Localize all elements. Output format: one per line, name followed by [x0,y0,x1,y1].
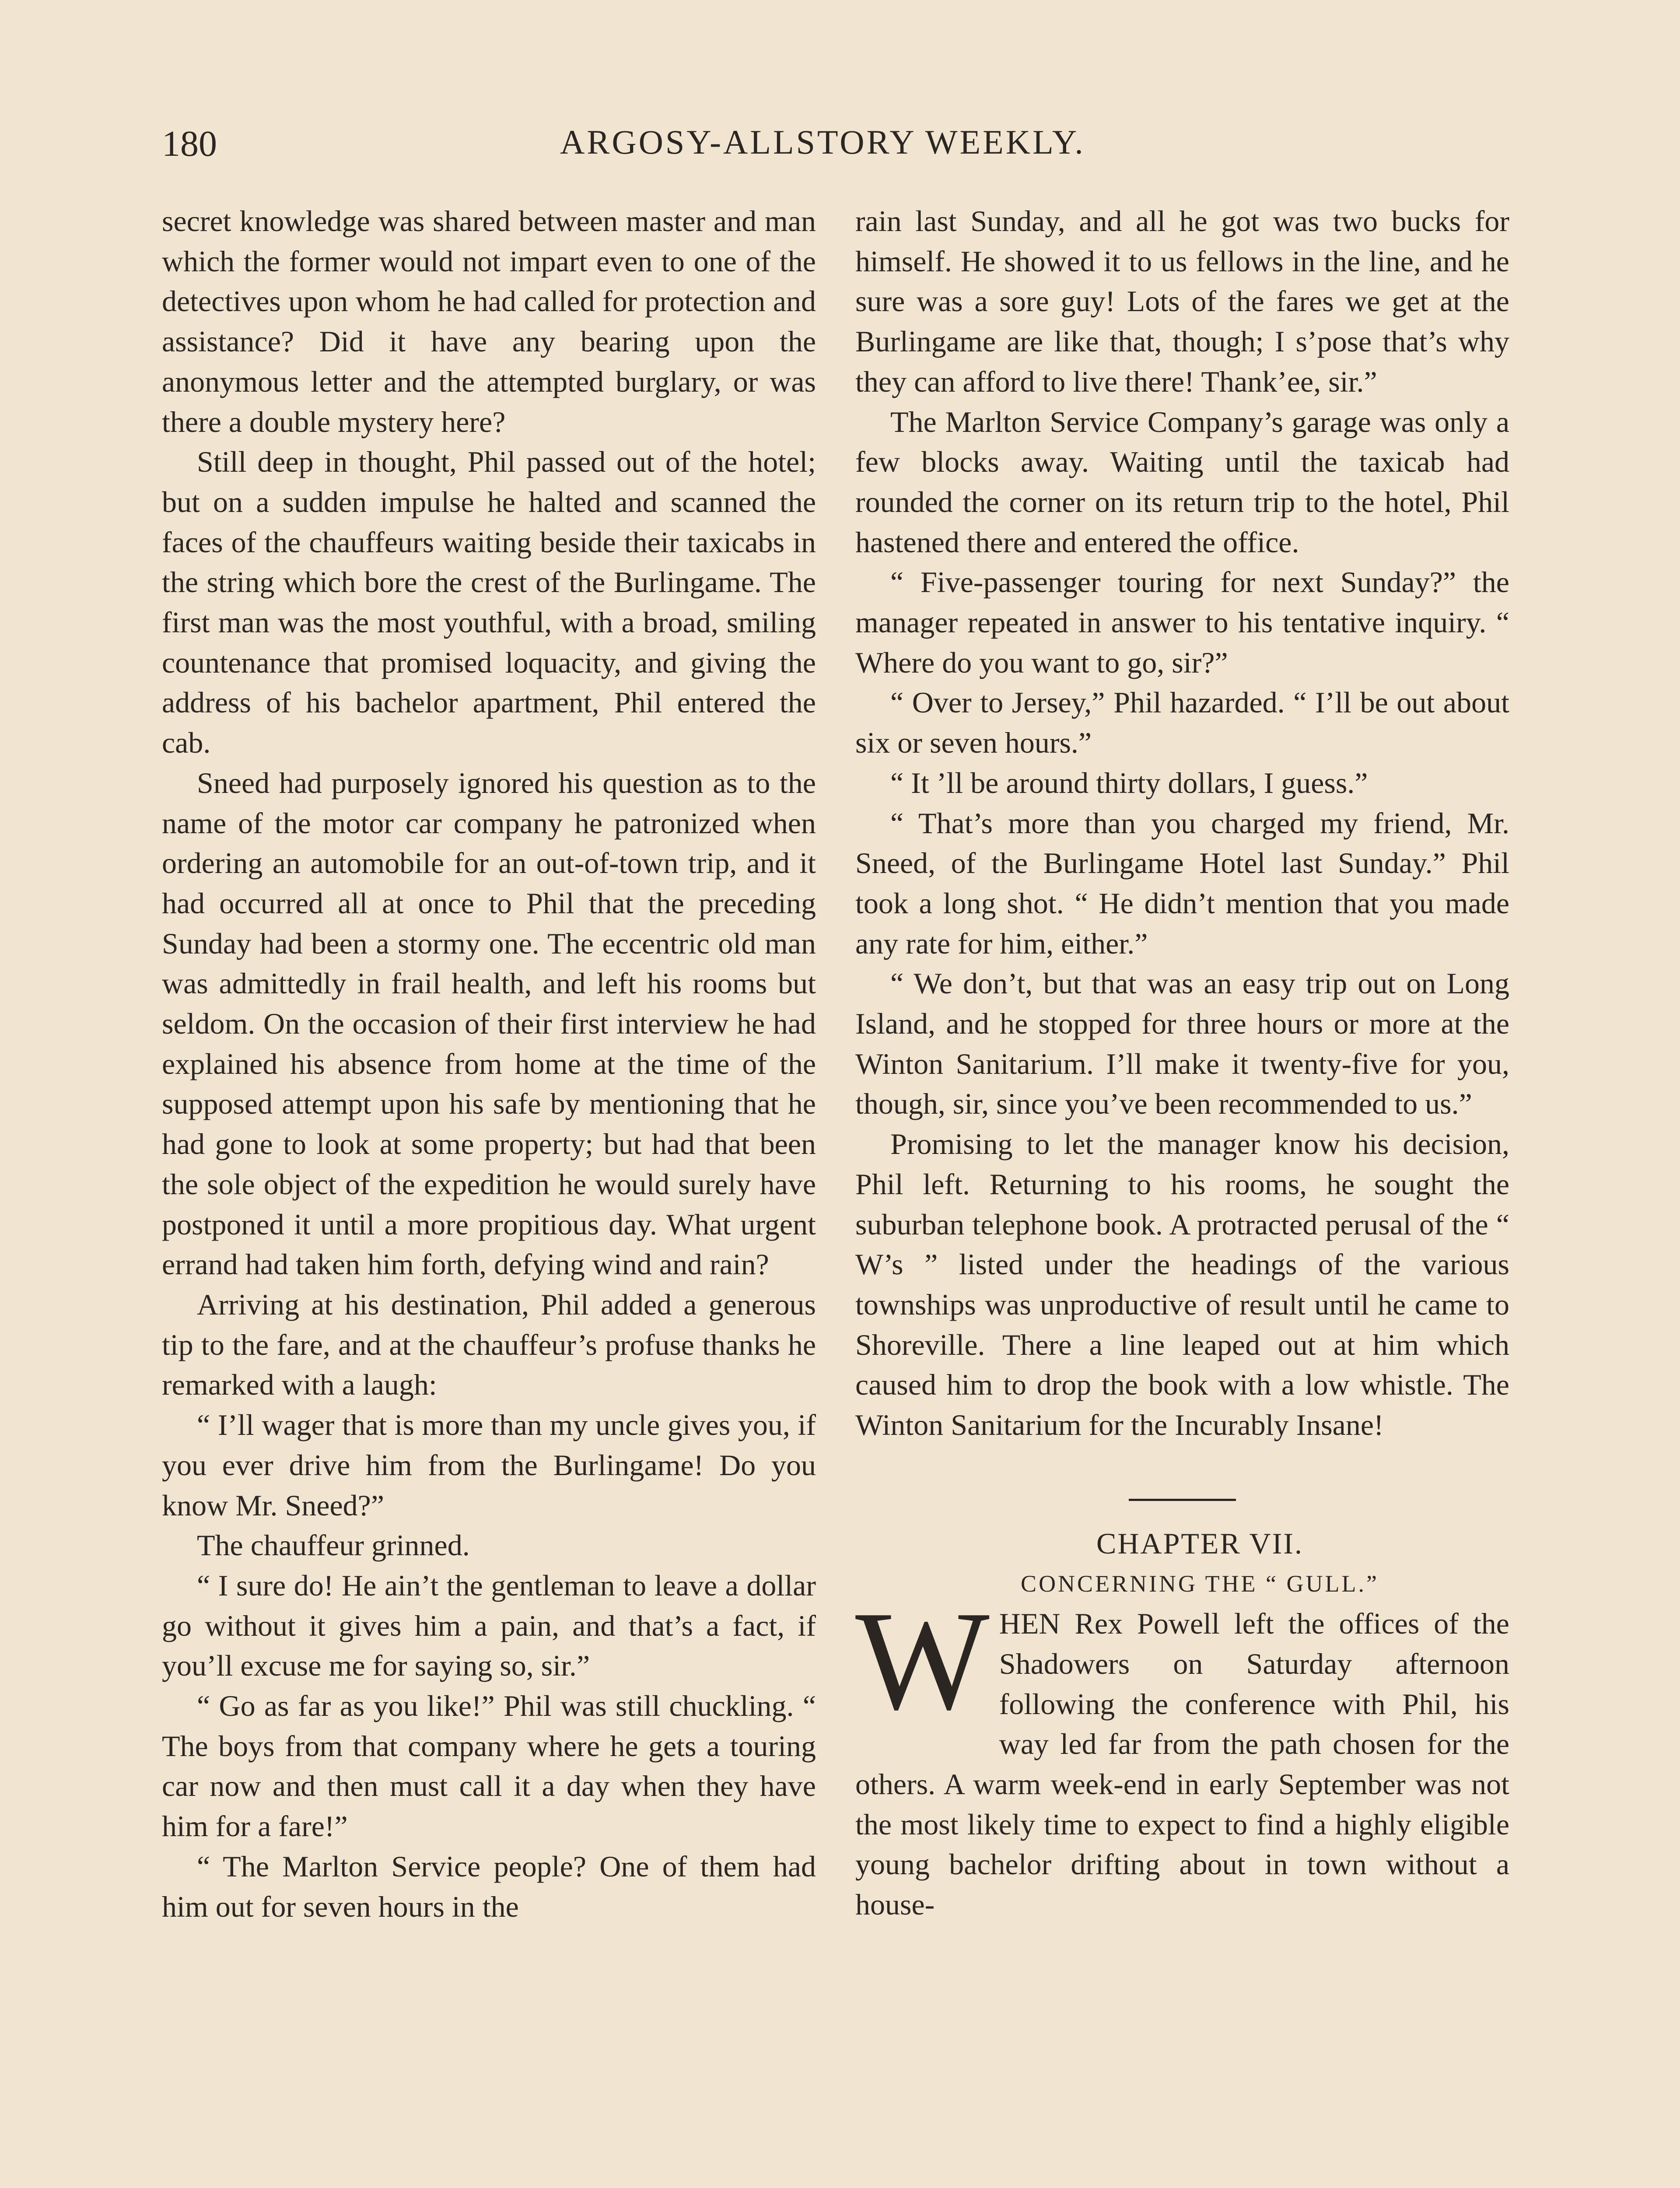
chapter-title: CHAPTER VII. [1096,1526,1303,1560]
paragraph: “ Five-passenger touring for next Sunday?” the manager repeated in answer to his tentative inquiry. “ Where do you want to go, sir?” [855,565,1509,679]
paragraph: “ The Marlton Service people? One of them had him out for seven hours in the [162,1849,816,1923]
left-column [162,201,816,1927]
paragraph: Sneed had purposely ignored his question as to the name of the motor car company he patronized when ordering an automobile for an out-of-town trip, and it had occurred all at once to Phil that the preceding Sunday had been a stormy one. The eccentric old man was admittedly in frail health, and left his rooms but seldom. On the occasion of their first interview he had explained his absence from home at the time of the supposed attempt upon his safe by mentioning that he had gone to look at some property; but had that been the sole object of the expedition he would surely have postponed it until a more propitious day. What urgent errand had taken him forth, defying wind and rain? [162,766,816,1281]
running-title: ARGOSY-ALLSTORY WEEKLY. [560,123,1085,161]
paragraph: Arriving at his destination, Phil added a generous tip to the fare, and at the chauffeur’s profuse thanks he remarked with a laugh: [162,1287,816,1402]
paragraph: “ That’s more than you charged my friend, Mr. Sneed, of the Burlingame Hotel last Sunday.” Phil took a long shot. “ He didn’t mention that you made any rate for him, either.” [855,806,1509,960]
paragraph: Promising to let the manager know his decision, Phil left. Returning to his rooms, he sought the suburban telephone book. A protracted perusal of the “ W’s ” listed under the headings of the various townships was unproductive of result until he came to Shoreville. There a line leaped out at him which caused him to drop the book with a low whistle. The Winton Sanitarium for the Incurably Insane! [855,1127,1509,1442]
section-divider [1129,1499,1236,1501]
paragraph: rain last Sunday, and all he got was two bucks for himself. He showed it to us fellows in the line, and he sure was a sore guy! Lots of the fares we get at the Burlingame are like that, though; I s’pose that’s why they can afford to live there! Thank’ee, sir.” [855,204,1509,398]
paragraph: “ It ’ll be around thirty dollars, I guess.” [890,766,1368,799]
drop-cap: W [855,1582,990,1740]
paragraph: secret knowledge was shared between master and man which the former would not impart even to one of the detectives upon whom he had called for protection and assistance? Did it have any bearing upon the anonymous letter and the attempted burglary, or was there a double mystery here? [162,204,816,438]
paragraph: “ Go as far as you like!” Phil was still chuckling. “ The boys from that company where he gets a touring car now and then must call it a day when they have him for a fare!” [162,1689,816,1843]
paragraph: The chauffeur grinned. [197,1529,470,1562]
chapter-opening-text: HEN Rex Powell left the offices of the Shadowers on Saturday afternoon following the conference with Phil, his way led far from the path chosen for the others. A warm week-end in early September was not the most likely time to expect to find a highly eligible young bachelor drifting about in town without a house- [855,1607,1509,1922]
paragraph: “ Over to Jersey,” Phil hazarded. “ I’ll be out about six or seven hours.” [855,686,1509,760]
chapter-subtitle: CONCERNING THE “ GULL.” [1021,1570,1379,1597]
paragraph: “ We don’t, but that was an easy trip out on Long Island, and he stopped for three hours or more at the Winton Sanitarium. I’ll make it twenty-five for you, though, sir, since you’ve been recommended to us.” [855,967,1509,1121]
page-number: 180 [162,123,217,164]
paragraph: The Marlton Service Company’s garage was only a few blocks away. Waiting until the taxicab had rounded the corner on its return trip to the hotel, Phil hastened there and entered the office. [855,405,1509,559]
paragraph: Still deep in thought, Phil passed out of the hotel; but on a sudden impulse he halted and scanned the faces of the chauffeurs waiting beside their taxicabs in the string which bore the crest of the Burlingame. The first man was the most youthful, with a broad, smiling countenance that promised loquacity, and giving the address of his bachelor apartment, Phil entered the cab. [162,445,816,760]
paragraph: “ I sure do! He ain’t the gentleman to leave a dollar go without it gives him a pain, and that’s a fact, if you’ll excuse me for saying so, sir.” [162,1568,816,1683]
right-column [855,201,1509,1925]
paragraph: “ I’ll wager that is more than my uncle gives you, if you ever drive him from the Burlingame! Do you know Mr. Sneed?” [162,1408,816,1522]
